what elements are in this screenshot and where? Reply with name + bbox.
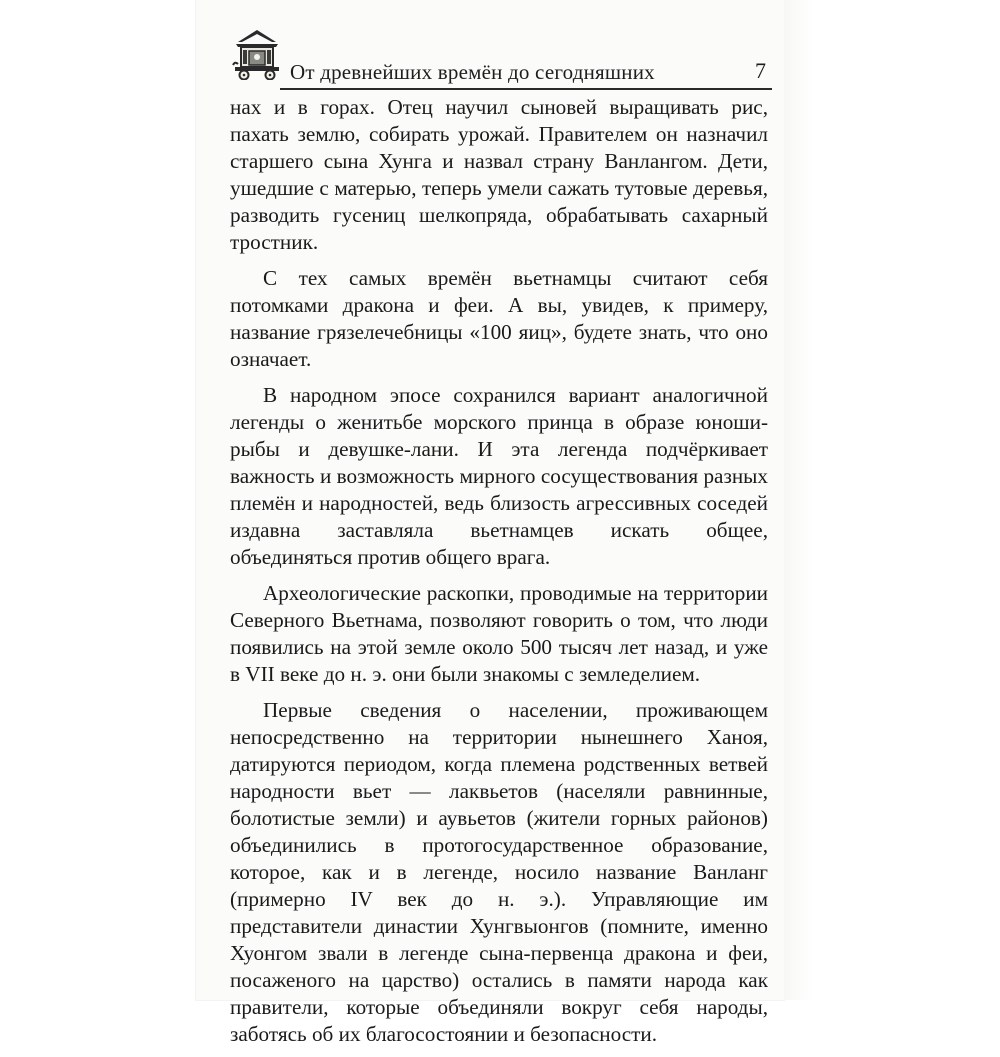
facing-page-edge (784, 0, 814, 1000)
header-divider (280, 88, 772, 90)
body-text (230, 94, 768, 1057)
paragraph: С тех самых времён вьетнамцы считают себя потомками дракона и феи. А вы, увидев, к примеру, название грязелечебницы «100 яиц», будете знать, что оно означает. (230, 266, 768, 371)
paragraph: Археологические раскопки, проводимые на территории Северного Вьетнама, позволяют говорить о том, что люди появились на этой земле около 500 тысяч лет назад, и уже в VII веке до н. э. они были знакомы с земледелием. (230, 581, 768, 686)
page-header (232, 26, 772, 90)
paragraph: В народном эпосе сохранился вариант аналогичной легенды о женитьбе морского принца в образе юноши-рыбы и девушке-лани. И эта легенда подчёркивает важность и возможность мирного сосуществования разных племён и народностей, ведь близость агрессивных соседей издавна заставляла вьетнамцев искать общее, объединяться против общего врага. (230, 383, 768, 569)
paragraph: Первые сведения о населении, проживающем непосредственно на территории нынешнего Ханоя, датируются периодом, когда племена родственных ветвей народности вьет — лаквьетов (населяли равнинные, болотистые земли) и аувьетов (жители горных районов) объединились в протогосударственное образование, которое, как и в легенде, носило название Ванланг (примерно IV век до н. э.). Управляющие им представители династии Хунгвыонгов (помните, именно Хуонгом звали в легенде сына-первенца дракона и феи, посаженого на царство) остались в памяти народа как правители, которые объединяли вокруг себя народы, заботясь об их благосостоянии и безопасности. (230, 698, 768, 1046)
page-number: 7 (755, 58, 766, 83)
running-head: От древнейших времён до сегодняшних (290, 60, 655, 84)
temple-chariot-emblem-icon (232, 26, 282, 80)
paragraph-continued: нах и в горах. Отец научил сыновей выращивать рис, пахать землю, собирать урожай. Правителем он назначил старшего сына Хунга и назвал страну Ванлангом. Дети, ушедшие с матерью, теперь умели сажать тутовые деревья, разводить гусениц шелкопряда, обрабатывать сахарный тростник. (230, 95, 768, 254)
